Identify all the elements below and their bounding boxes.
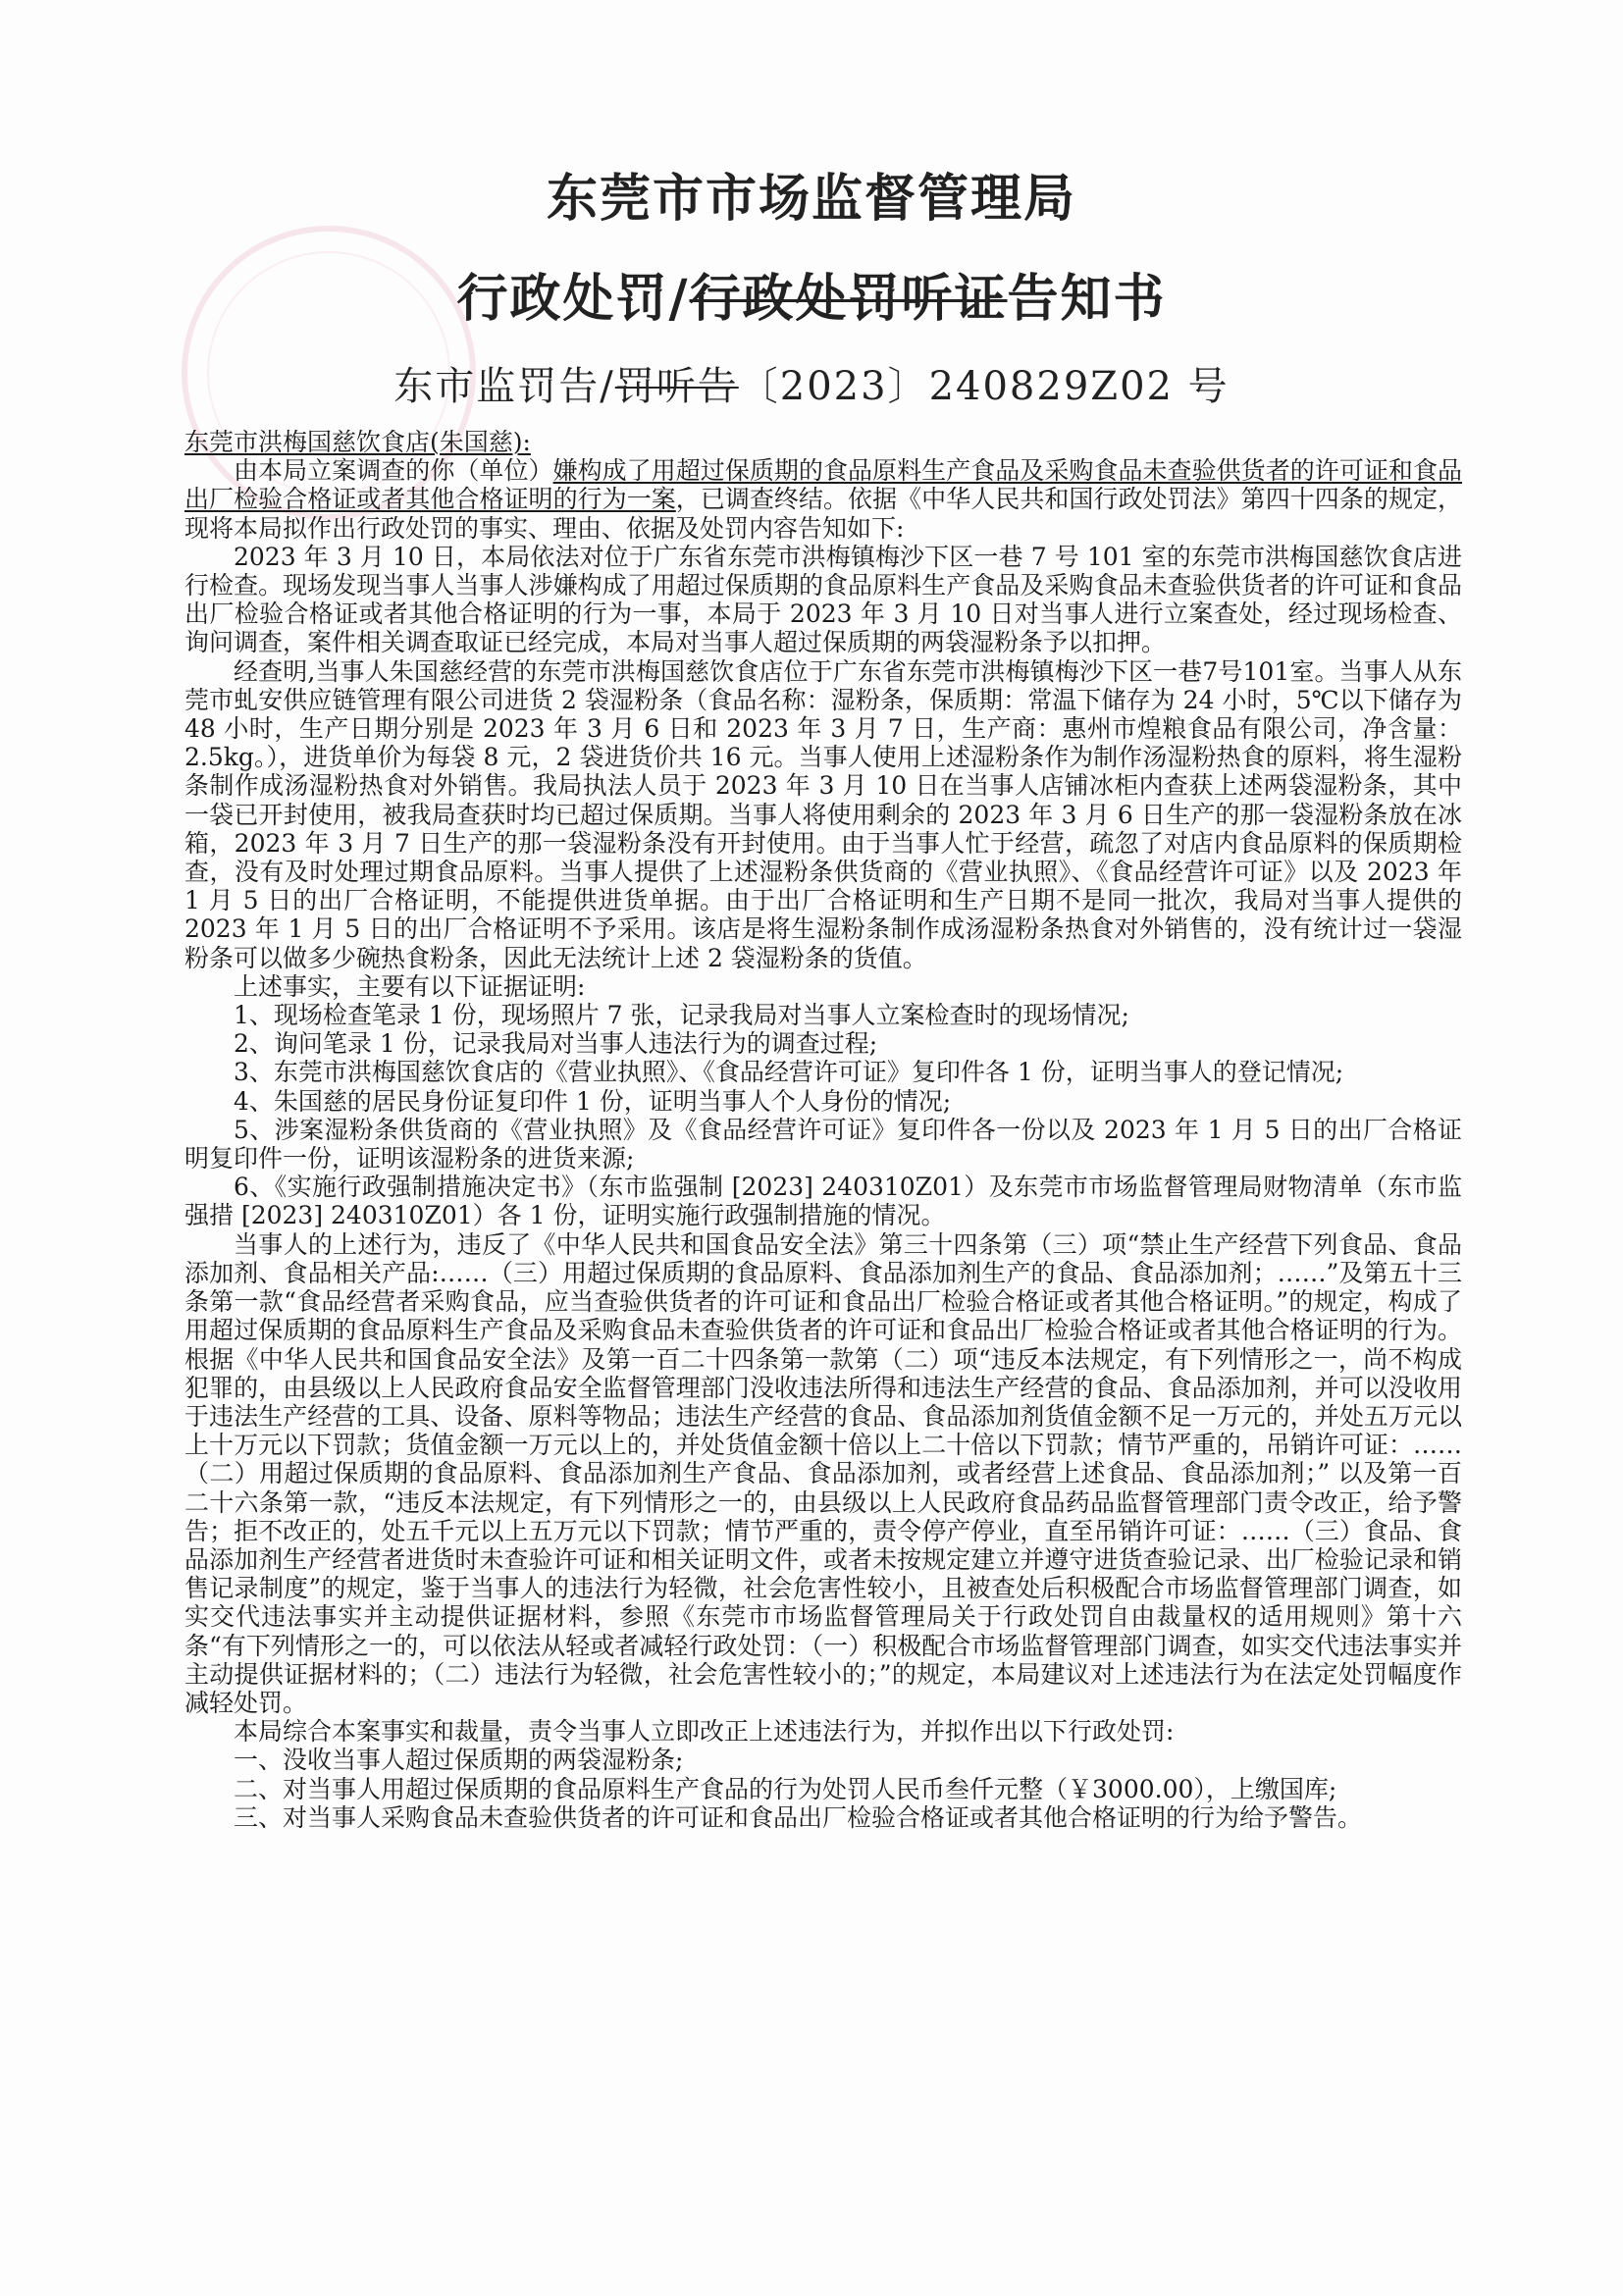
document-type-title (0, 257, 1623, 331)
doc-type-tail: 告知书 (1007, 269, 1167, 329)
evidence-item: 5、涉案湿粉条供货商的《营业执照》及《食品经营许可证》复印件各一份以及 2023 年 1 月 5 日的出厂合格证明复印件一份，证明该湿粉条的进货来源; (184, 1115, 1462, 1174)
document-number (0, 355, 1623, 411)
penalty-item: 一、没收当事人超过保质期的两袋湿粉条; (234, 1746, 684, 1775)
evidence-intro: 上述事实，主要有以下证据证明: (234, 971, 586, 1001)
evidence-item: 2、询问笔录 1 份，记录我局对当事人违法行为的调查过程; (234, 1029, 878, 1059)
evidence-item: 4、朱国慈的居民身份证复印件 1 份，证明当事人个人身份的情况; (234, 1086, 952, 1116)
doc-no-struck: 罚听告 (614, 364, 739, 409)
case-description: 嫌构成了用超过保质期的食品原料生产食品及采购食品未查验供货者的许可证和食品出厂检验合格证或者其他合格证明的行为一案 (184, 456, 1462, 514)
doc-type-active: 行政处罚/ (456, 269, 690, 329)
agency-title: 东莞市市场监督管理局 (546, 169, 1076, 229)
intro-paragraph: 由本局立案调查的你（单位）嫌构成了用超过保质期的食品原料生产食品及采购食品未查验供货者的许可证和食品出厂检验合格证或者其他合格证明的行为一案，已调查终结。依据《中华人民共和国行政处罚法》第四十四条的规定，现将本局拟作出行政处罚的事实、理由、依据及处罚内容告知如下: (184, 456, 1462, 543)
facts-paragraph: 经查明,当事人朱国慈经营的东莞市洪梅国慈饮食店位于广东省东莞市洪梅镇梅沙下区一巷7号101室。当事人从东莞市虬安供应链管理有限公司进货 2 袋湿粉条（食品名称：湿粉条，保质期：常温下储存为 24 小时，5℃以下储存为 48 小时，生产日期分别是 2023 年 3 月 6 日和 2023 年 3 月 7 日，生产商：惠州市煌粮食品有限公司，净含量：2.5kg。），进货单价为每袋 8 元，2 袋进货价共 16 元。当事人使用上述湿粉条作为制作汤湿粉热食的原料，将生湿粉条制作成汤湿粉热食对外销售。我局执法人员于 2023 年 3 月 10 日在当事人店铺冰柜内查获上述两袋湿粉条，其中一袋已开封使用，被我局查获时均已超过保质期。当事人将使用剩余的 2023 年 3 月 6 日生产的那一袋湿粉条放在冰箱，2023 年 3 月 7 日生产的那一袋湿粉条没有开封使用。由于当事人忙于经营，疏忽了对店内食品原料的保质期检查，没有及时处理过期食品原料。当事人提供了上述湿粉条供货商的《营业执照》、《食品经营许可证》以及 2023 年 1 月 5 日的出厂合格证明，不能提供进货单据。由于出厂合格证明和生产日期不是同一批次，我局对当事人提供的 2023 年 1 月 5 日的出厂合格证明不予采用。该店是将生湿粉条制作成汤湿粉条热食对外销售的，没有统计过一袋湿粉条可以做多少碗热食粉条，因此无法统计上述 2 袋湿粉条的货值。 (184, 656, 1462, 972)
doc-no-suffix: 〔2023〕240829Z02 号 (738, 364, 1230, 409)
legal-basis-paragraph: 当事人的上述行为，违反了《中华人民共和国食品安全法》第三十四条第（三）项“禁止生产经营下列食品、食品添加剂、食品相关产品:……（三）用超过保质期的食品原料、食品添加剂生产的食品、食品添加剂；……”及第五十三条第一款“食品经营者采购食品，应当查验供货者的许可证和食品出厂检验合格证或者其他合格证明。”的规定，构成了用超过保质期的食品原料生产食品及采购食品未查验供货者的许可证和食品出厂检验合格证或者其他合格证明的行为。根据《中华人民共和国食品安全法》及第一百二十四条第一款第（二）项“违反本法规定，有下列情形之一，尚不构成犯罪的，由县级以上人民政府食品安全监督管理部门没收违法所得和违法生产经营的食品、食品添加剂，并可以没收用于违法生产经营的工具、设备、原料等物品；违法生产经营的食品、食品添加剂货值金额不足一万元的，并处五万元以上十万元以下罚款；货值金额一万元以上的，并处货值金额十倍以上二十倍以下罚款；情节严重的，吊销许可证：……（二）用超过保质期的食品原料、食品添加剂生产食品、食品添加剂，或者经营上述食品、食品添加剂；” 以及第一百二十六条第一款，“违反本法规定，有下列情形之一的，由县级以上人民政府食品药品监督管理部门责令改正，给予警告；拒不改正的，处五千元以上五万元以下罚款；情节严重的，责令停产停业，直至吊销许可证：……（三）食品、食品添加剂生产经营者进货时未查验许可证和相关证明文件，或者未按规定建立并遵守进货查验记录、出厂检验记录和销售记录制度”的规定，鉴于当事人的违法行为轻微，社会危害性较小，且被查处后积极配合市场监督管理部门调查，如实交代违法事实并主动提供证据材料，参照《东莞市市场监督管理局关于行政处罚自由裁量权的适用规则》第十六条“有下列情形之一的，可以依法从轻或者减轻行政处罚：（一）积极配合市场监督管理部门调查，如实交代违法事实并主动提供证据材料的；（二）违法行为轻微，社会危害性较小的；”的规定，本局建议对上述违法行为在法定处罚幅度作减轻处罚。 (184, 1229, 1462, 1717)
evidence-item: 3、东莞市洪梅国慈饮食店的《营业执照》、《食品经营许可证》复印件各 1 份，证明当事人的登记情况; (234, 1058, 1344, 1087)
decision-intro: 本局综合本案事实和裁量，责令当事人立即改正上述违法行为，并拟作出以下行政处罚: (234, 1717, 1175, 1747)
evidence-item: 6、《实施行政强制措施决定书》（东市监强制 [2023] 240310Z01）及东莞市市场监督管理局财物清单（东市监强措 [2023] 240310Z01）各 1 份，证明实施行政强制措施的情况。 (184, 1173, 1462, 1230)
penalty-item: 二、对当事人用超过保质期的食品原料生产食品的行为处罚人民币叁仟元整（￥3000.00），上缴国库; (234, 1774, 1337, 1803)
addressee: 东莞市洪梅国慈饮食店(朱国慈): (184, 428, 531, 456)
doc-no-prefix: 东市监罚告/ (393, 364, 615, 409)
inspection-paragraph: 2023 年 3 月 10 日，本局依法对位于广东省东莞市洪梅镇梅沙下区一巷 7 号 101 室的东莞市洪梅国慈饮食店进行检查。现场发现当事人当事人涉嫌构成了用超过保质期的食品原料生产食品及采购食品未查验供货者的许可证和食品出厂检验合格证或者其他合格证明的行为一事，本局于 2023 年 3 月 10 日对当事人进行立案查处，经过现场检查、询问调查，案件相关调查取证已经完成，本局对当事人超过保质期的两袋湿粉条予以扣押。 (184, 542, 1462, 657)
document-body (184, 428, 1462, 1832)
evidence-item: 1、现场检查笔录 1 份，现场照片 7 张，记录我局对当事人立案检查时的现场情况; (234, 1001, 1129, 1030)
penalty-item: 三、对当事人采购食品未查验供货者的许可证和食品出厂检验合格证或者其他合格证明的行为给予警告。 (234, 1802, 1363, 1832)
doc-type-struck: 行政处罚听证 (689, 269, 1008, 329)
